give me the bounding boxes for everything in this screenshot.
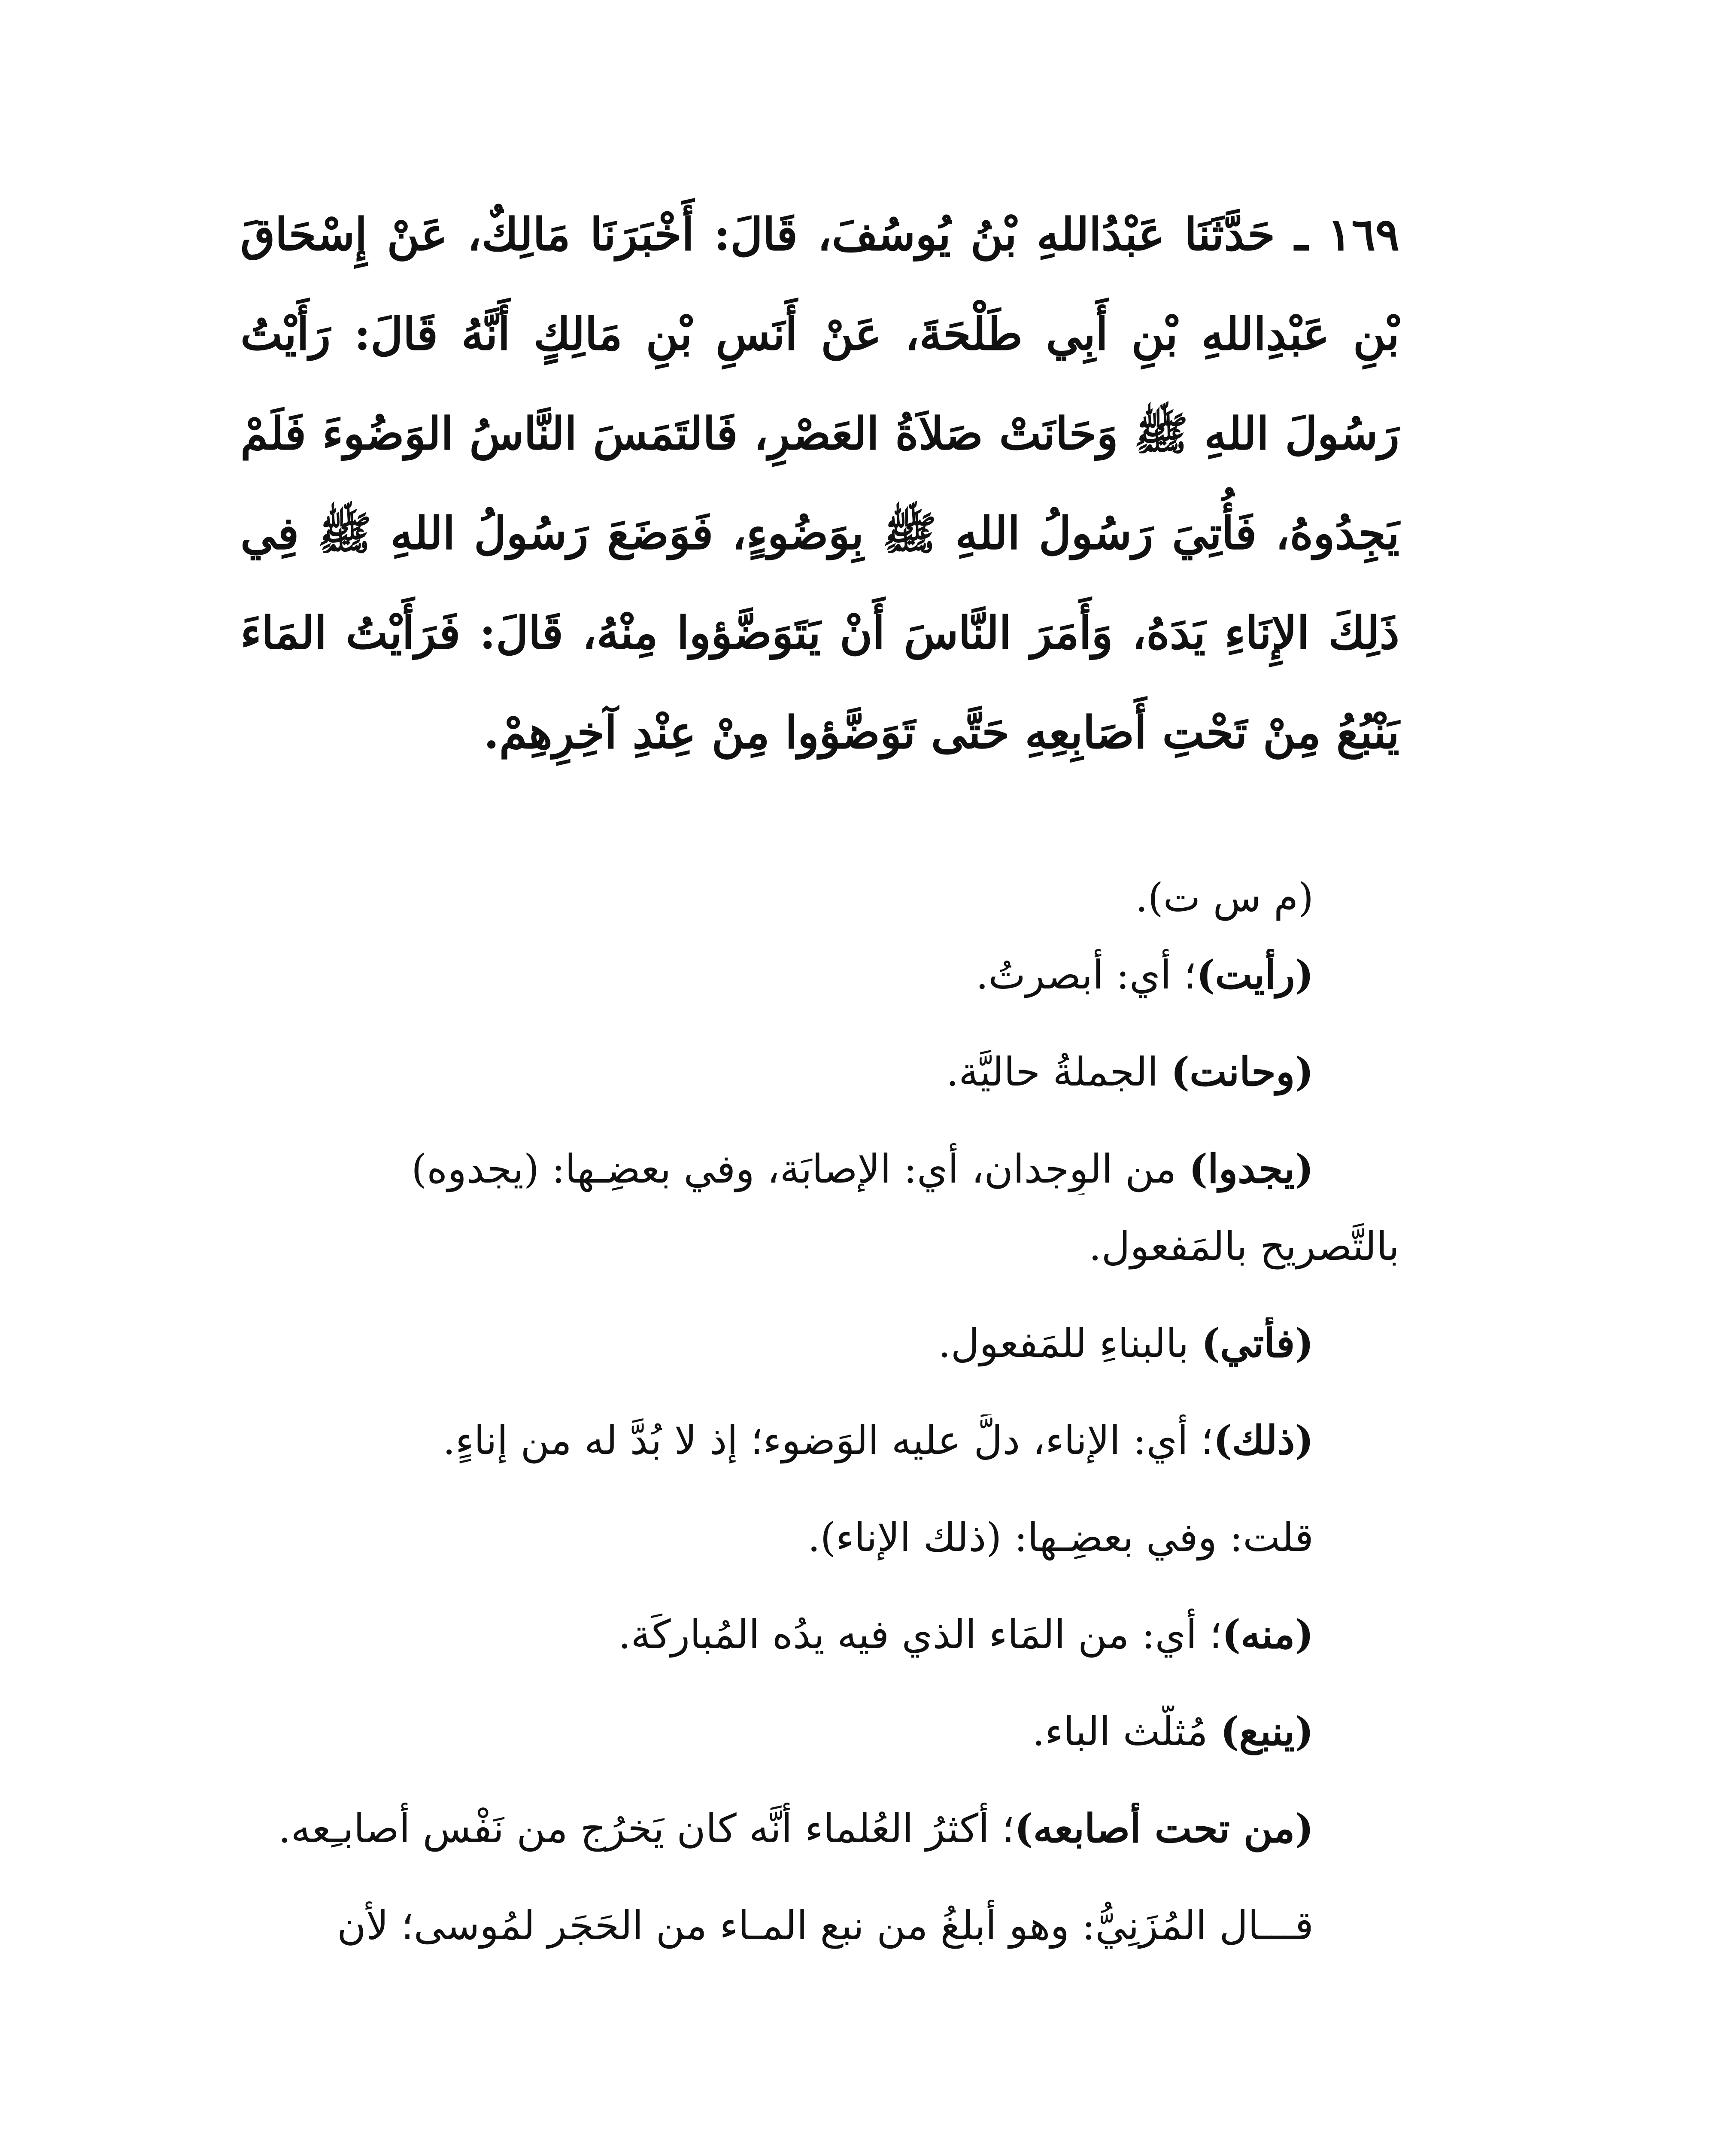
commentary-term: (رأيت) bbox=[1196, 952, 1314, 998]
commentary-line: قـــال المُزَنِيُّ: وهو أبلغُ من نبعِ المـاء من الحَجَر لمُوسى؛ لأن bbox=[337, 1903, 1314, 1949]
commentary-line: (وحانت) الجملةُ حاليَّة. bbox=[946, 1049, 1314, 1095]
commentary-line: (ينبع) مُثلَّث الباء. bbox=[1032, 1708, 1314, 1755]
commentary-line: (ذلك)؛ أي: الإناء، دلَّ عليه الوَضوء؛ إذ لا بُدَّ له من إناءٍ. bbox=[443, 1417, 1314, 1463]
commentary-term: (وحانت) bbox=[1171, 1049, 1314, 1095]
commentary-term: (منه) bbox=[1222, 1611, 1314, 1657]
commentary-line: (يجدوا) من الوِجدان، أي: الإصابَة، وفي بعضِـها: (يجدوه) bbox=[411, 1146, 1314, 1192]
commentary-line: (من تحت أصابعه)؛ أكثرُ العُلماء أنَّه كان يَخرُج من نَفْسِ أصابـِعه. bbox=[278, 1805, 1314, 1852]
commentary-line: (فأتي) بالبناءِ للمَفعول. bbox=[938, 1320, 1314, 1366]
commentary-line: بالتَّصريحِ بالمَفعول. bbox=[1089, 1223, 1399, 1269]
hadith-separator: ـ bbox=[1295, 208, 1308, 261]
commentary-block bbox=[240, 872, 1399, 1997]
commentary-term: (يجدوا) bbox=[1189, 1146, 1314, 1192]
commentary-term: (من تحت أصابعه) bbox=[1014, 1805, 1314, 1852]
commentary-term: (ذلك) bbox=[1213, 1417, 1314, 1463]
commentary-line: (م س ت). bbox=[1135, 875, 1314, 921]
hadith-text-block bbox=[240, 185, 1399, 782]
commentary-line: (رأيت)؛ أي: أبصرتُ. bbox=[976, 952, 1314, 998]
hadith-number: ١٦٩ bbox=[1327, 208, 1399, 261]
commentary-line: (منه)؛ أي: من المَاء الذي فيه يدُه المُباركَة. bbox=[618, 1611, 1314, 1657]
commentary-term: (ينبع) bbox=[1220, 1708, 1314, 1755]
commentary-term: (فأتي) bbox=[1201, 1320, 1314, 1366]
hadith-body: حَدَّثَنَا عَبْدُاللهِ بْنُ يُوسُفَ، قَالَ: أَخْبَرَنَا مَالِكٌ، عَنْ إِسْحَاقَ بْنِ عَبْدِاللهِ بْنِ أَبِي طَلْحَةَ، عَنْ أَنَسِ بْنِ مَالِكٍ أَنَّهُ قَالَ: رَأَيْتُ رَسُولَ اللهِ ﷺ وَحَانَتْ صَلاَةُ العَصْرِ، فَالتَمَسَ النَّاسُ الوَضُوءَ فَلَمْ يَجِدُوهُ، فَأُتِيَ رَسُولُ اللهِ ﷺ بِوَضُوءٍ، فَوَضَعَ رَسُولُ اللهِ ﷺ فِي ذَلِكَ الإِنَاءِ يَدَهُ، وَأَمَرَ النَّاسَ أَنْ يَتَوَضَّؤوا مِنْهُ، قَالَ: فَرَأَيْتُ المَاءَ يَنْبُعُ مِنْ تَحْتِ أَصَابِعِهِ حَتَّى تَوَضَّؤوا مِنْ عِنْدِ آخِرِهِمْ. bbox=[240, 208, 1399, 759]
commentary-line: قلت: وفي بعضِـها: (ذلك الإناء). bbox=[807, 1514, 1314, 1560]
